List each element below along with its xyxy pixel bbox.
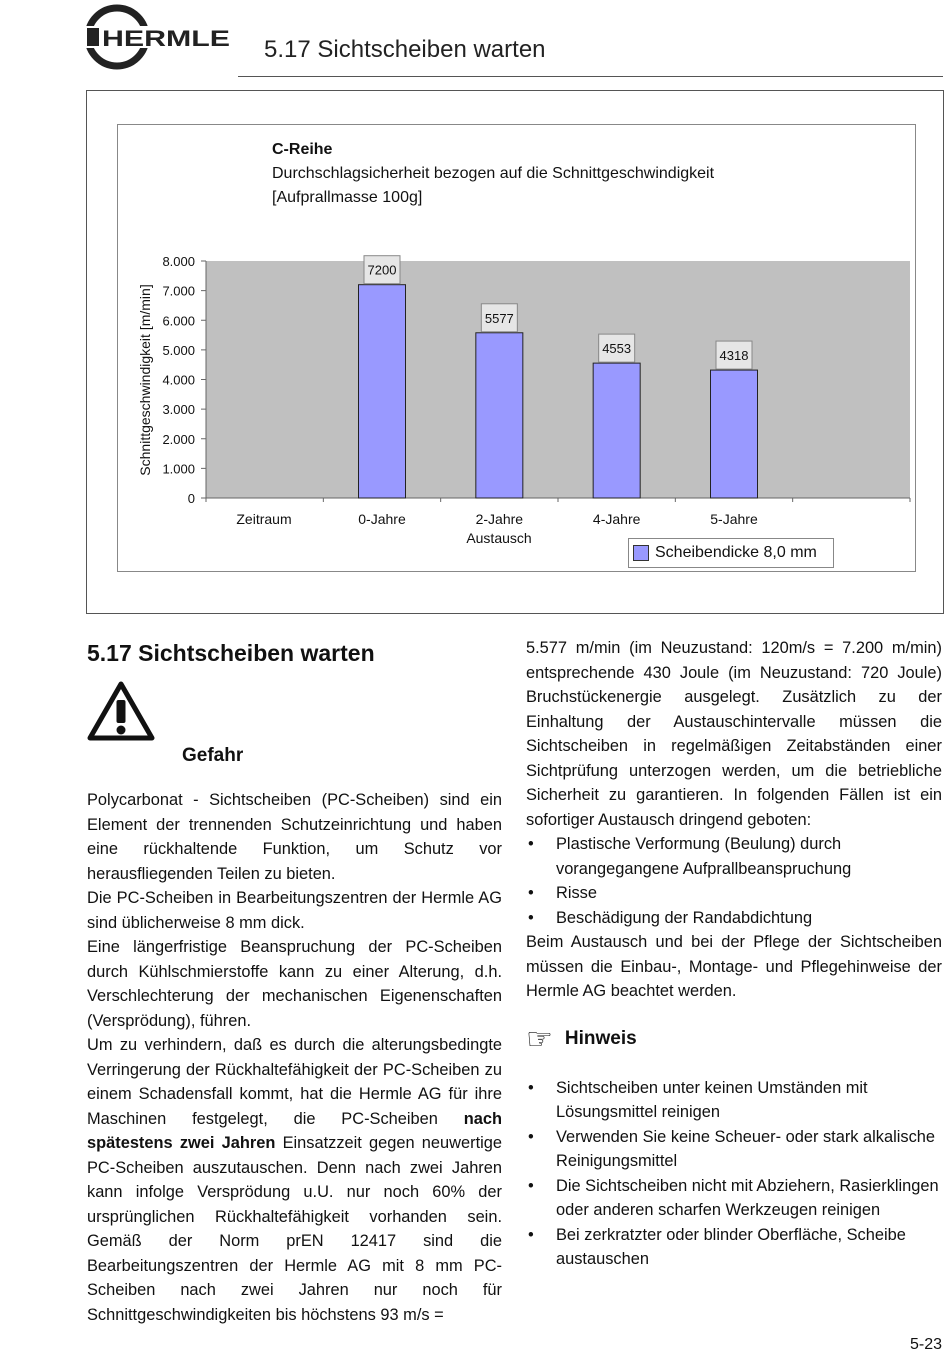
section-title: 5.17 Sichtscheiben warten (87, 640, 375, 666)
y-tick-label: 3.000 (162, 402, 195, 418)
y-tick-label: 2.000 (162, 431, 195, 447)
note-list (526, 1076, 942, 1272)
y-tick-label: 0 (187, 491, 195, 506)
list-item: • Sichtscheiben unter keinen Umständen mit Lösungsmittel reinigen (526, 1076, 942, 1125)
x-tick-label: 2-Jahre (475, 511, 524, 527)
paragraph: Polycarbonat - Sichtscheiben (PC-Scheiben) sind ein Element der trennenden Schutzeinrichtung und haben eine rückhaltende Funktion, um Schutz vor herausfliegenden Teilen zu bieten. (87, 791, 502, 883)
bar-chart (0, 0, 950, 620)
list-item: • Die Sichtscheiben nicht mit Abziehern, Rasierklingen oder anderen scharfen Werkzeugen reinigen (526, 1174, 942, 1223)
y-tick-label: 4.000 (162, 372, 195, 388)
danger-label: Gefahr (182, 745, 244, 766)
right-column (526, 636, 942, 1272)
y-tick-label: 1.000 (162, 461, 195, 477)
page-number: 5-23 (909, 1336, 942, 1353)
y-tick-label: 6.000 (162, 313, 195, 329)
y-tick-label: 5.000 (162, 342, 195, 358)
paragraph: 5.577 m/min (im Neuzustand: 120m/s = 7.200 m/min) entsprechende 430 Joule (im Neuzustand: 720 Joule) Bruchstückenergie ausgelegt. Zusätzlich zu der Einhaltung der Austauschintervalle müssen die Sichtscheiben in regelmäßigen Zeitabständen einer Sichtprüfung unterzogen werden, um die betriebliche Sicherheit zu garantieren. In folgenden Fällen ist ein sofortiger Austausch dringend geboten: (526, 639, 942, 829)
legend-label: Scheibendicke 8,0 mm (655, 544, 817, 561)
data-label: 4553 (602, 341, 632, 357)
emphasis-text: nach spätestens zwei Jahren (87, 1109, 502, 1152)
paragraph: Eine längerfristige Beanspruchung der PC-Scheiben durch Kühlschmierstoffe kann zu einer Alterung, d.h. Verschlechterung der mechanischen Eigenenschaften (Versprödung), führen. (87, 938, 502, 1030)
note-label: Hinweis (564, 1028, 637, 1050)
paragraph-text: Einsatzzeit gegen neuwertige PC-Scheiben auszutauschen. Denn nach zwei Jahren kann infolge Versprödung u.U. nur noch 60% der ursprünglichen Rückhaltefähigkeit vorhanden sein. Gemäß der Norm prEN 12417 sind die Bearbeitungszentren der Hermle AG mit 8 mm PC-Scheiben nach zwei Jahren nur noch für Schnittgeschwindigkeiten bis höchstens 93 m/s = (87, 1134, 502, 1324)
bar-5-jahre (711, 370, 758, 498)
plot-background (206, 261, 910, 498)
data-label: 5577 (484, 310, 514, 326)
bar-0-jahre (359, 285, 406, 498)
list-item: • Beschädigung der Randabdichtung (526, 906, 942, 931)
paragraph-text: Um zu verhindern, daß es durch die alterungsbedingte Verringerung der Rückhaltefähigkeit der PC-Scheiben zu einem Schadensfall kommt, hat die Hermle AG für ihre Maschinen festgelegt, die PC-Scheiben (87, 1036, 502, 1128)
chart-title-description: Durchschlagsicherheit bezogen auf die Schnittgeschwindigkeit (272, 165, 715, 182)
legend-swatch (633, 545, 649, 561)
warning-triangle-icon (86, 680, 156, 744)
x-axis-note: Austausch (466, 530, 532, 546)
header-title: 5.17 Sichtscheiben warten (264, 36, 546, 63)
bar-2-jahre (476, 333, 523, 498)
chart-title-condition: [Aufprallmasse 100g] (272, 189, 423, 206)
y-tick-label: 7.000 (162, 283, 195, 299)
list-item: • Plastische Verformung (Beulung) durch vorangegangene Aufprallbeanspruchung (526, 832, 942, 881)
data-label: 4318 (719, 348, 749, 364)
y-tick-label: 8.000 (162, 254, 195, 269)
bar-4-jahre (593, 363, 640, 498)
paragraph (87, 1033, 502, 1327)
paragraph: Die PC-Scheiben in Bearbeitungszentren der Hermle AG sind üblicherweise 8 mm dick. (87, 889, 502, 932)
x-axis-label: Zeitraum (236, 511, 292, 527)
data-label: 7200 (367, 262, 397, 278)
replacement-reasons-list (526, 832, 942, 930)
list-item: • Risse (526, 881, 942, 906)
x-tick-label: 0-Jahre (358, 511, 406, 527)
y-axis-label: Schnittgeschwindigkeit [m/min] (137, 284, 153, 476)
left-column (87, 788, 502, 1327)
paragraph: Beim Austausch und bei der Pflege der Sichtscheiben müssen die Einbau-, Montage- und Pflegehinweise der Hermle AG beachtet werden. (526, 933, 942, 1000)
list-item: • Verwenden Sie keine Scheuer- oder stark alkalische Reinigungsmittel (526, 1125, 942, 1174)
pointing-hand-icon: ☞ (526, 1022, 553, 1056)
list-item: • Bei zerkratzter oder blinder Oberfläche, Scheibe austauschen (526, 1223, 942, 1272)
chart-legend (628, 538, 834, 568)
logo-text: HERMLE (102, 26, 230, 51)
note-header (526, 1018, 942, 1062)
x-tick-label: 4-Jahre (592, 511, 641, 527)
x-tick-label: 5-Jahre (710, 511, 758, 527)
chart-title-series: C-Reihe (272, 141, 333, 158)
